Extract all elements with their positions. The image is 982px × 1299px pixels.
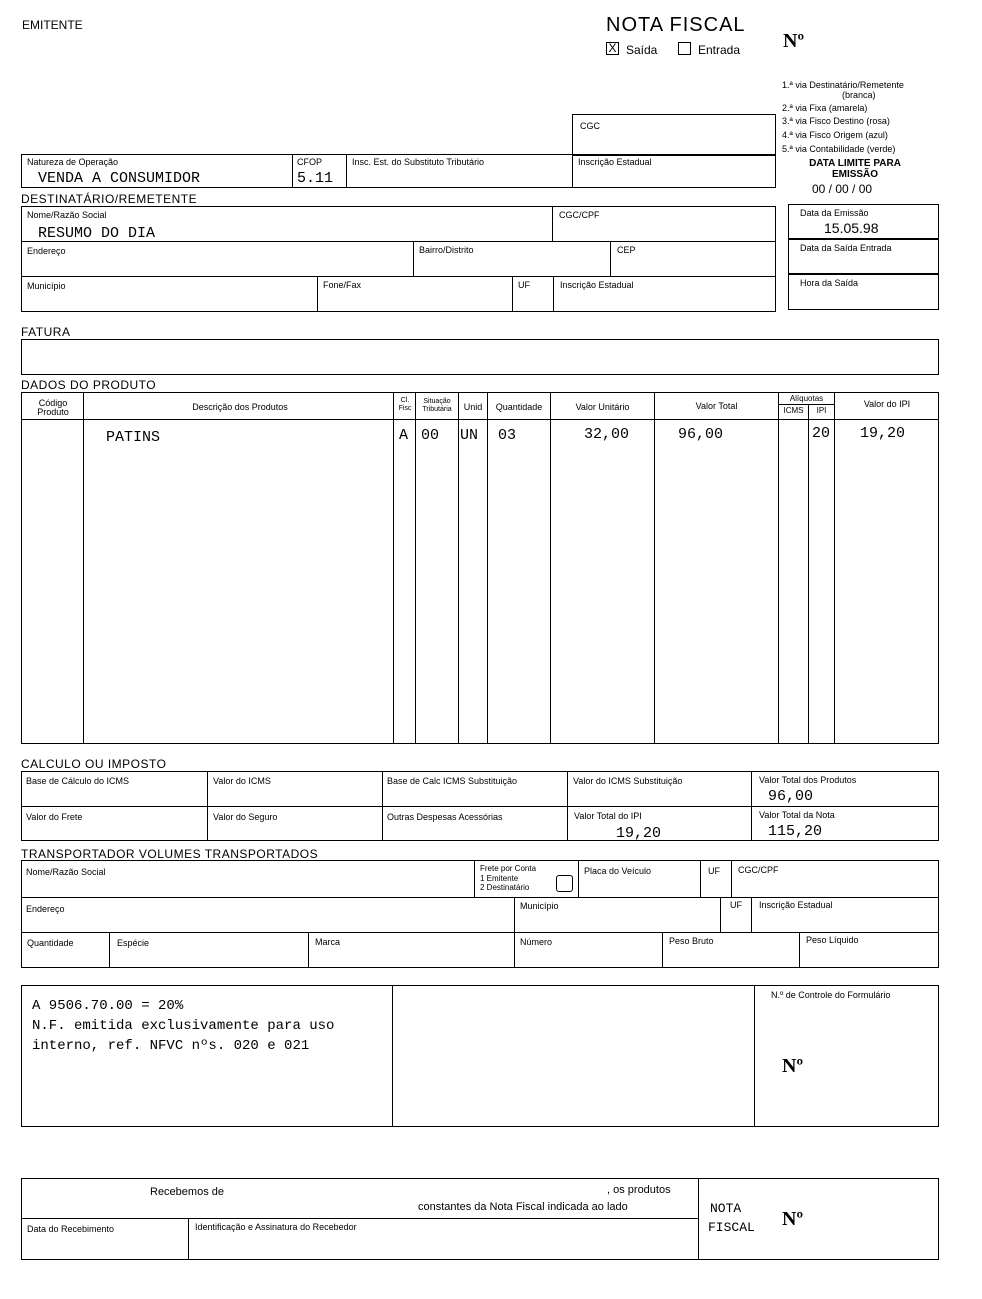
col-valor-total: Valor Total: [695, 401, 738, 411]
total-produtos-value: 96,00: [768, 788, 814, 805]
item-unid: UN: [460, 427, 479, 444]
item-valor-unitario: 32,00: [584, 426, 630, 443]
transp-cgc-label: CGC/CPF: [738, 865, 779, 875]
canhoto-numero: Nº: [782, 1208, 804, 1230]
adicional-line-1: A 9506.70.00 = 20%: [32, 998, 184, 1014]
document-title: NOTA FISCAL: [606, 14, 746, 36]
peso-bruto-label: Peso Bruto: [669, 936, 714, 946]
valor-subst-label: Valor do ICMS Substituição: [573, 776, 683, 786]
marca-label: Marca: [315, 937, 341, 947]
quantidade-label: Quantidade: [27, 938, 74, 948]
canhoto-fiscal-label: FISCAL: [708, 1220, 755, 1235]
cep-label: CEP: [617, 245, 636, 255]
peso-liquido-label: Peso Líquido: [806, 935, 859, 945]
nome-label: Nome/Razão Social: [27, 210, 107, 220]
destinatario-block: [21, 206, 776, 312]
insc-label: Inscrição Estadual: [560, 280, 634, 290]
seguro-label: Valor do Seguro: [213, 812, 278, 822]
frete-conta-label: Frete por Conta: [480, 864, 537, 873]
via-5: 5.ª via Contabilidade (verde): [782, 144, 896, 154]
adicional-line-2: N.F. emitida exclusivamente para uso: [32, 1018, 335, 1034]
transportador-section-title: TRANSPORTADOR VOLUMES TRANSPORTADOS: [21, 847, 319, 861]
cgc-cpf-label: CGC/CPF: [559, 210, 600, 220]
item-cl-fisc: A: [399, 427, 409, 444]
controle-label: N.º de Controle do Formulário: [771, 990, 891, 1000]
produto-section-title: DADOS DO PRODUTO: [21, 378, 157, 392]
item-situacao: 00: [421, 427, 440, 444]
especie-label: Espécie: [117, 938, 150, 948]
col-situacao: Situação Tributária: [422, 398, 452, 413]
transp-uf-label: UF: [708, 866, 720, 876]
via-4: 4.ª via Fisco Origem (azul): [782, 130, 888, 140]
data-limite-label: DATA LIMITE PARA EMISSÃO: [809, 158, 901, 180]
col-codigo: Código Produto: [37, 398, 69, 417]
frete-emitente-label: 1 Emitente: [480, 874, 519, 883]
placa-label: Placa do Veículo: [584, 866, 652, 876]
emitente-label: EMITENTE: [22, 18, 83, 32]
natureza-value: VENDA A CONSUMIDOR: [38, 170, 201, 187]
adicional-line-3: interno, ref. NFVC nºs. 020 e 021: [32, 1038, 310, 1054]
item-aliq-ipi: 20: [812, 425, 831, 442]
identificacao-label: Identificação e Assinatura do Recebedor: [195, 1222, 357, 1232]
data-emissao-label: Data da Emissão: [800, 208, 869, 218]
total-nota-label: Valor Total da Nota: [759, 810, 835, 820]
canhoto-nota-label: NOTA: [710, 1201, 742, 1216]
item-quantidade: 03: [498, 427, 517, 444]
total-nota-value: 115,20: [768, 823, 823, 840]
nome-value: RESUMO DO DIA: [38, 225, 156, 242]
transp-uf2-label: UF: [730, 900, 742, 910]
via-2: 2.ª via Fixa (amarela): [782, 103, 868, 113]
total-ipi-value: 19,20: [616, 825, 662, 842]
entrada-checkbox[interactable]: [678, 42, 691, 55]
frete-destinatario-label: 2 Destinatário: [480, 883, 530, 892]
recebemos-label: Recebemos de: [150, 1186, 224, 1198]
frete-label: Valor do Frete: [26, 812, 83, 822]
base-icms-label: Base de Cálculo do ICMS: [26, 776, 130, 786]
fatura-box: [21, 339, 939, 375]
col-valor-ipi: Valor do IPI: [863, 399, 911, 409]
via-3: 3.ª via Fisco Destino (rosa): [782, 116, 890, 126]
frete-conta-checkbox[interactable]: [556, 875, 573, 892]
saida-check-mark: X: [608, 41, 617, 55]
entrada-label: Entrada: [698, 43, 741, 57]
endereco-label: Endereço: [27, 246, 66, 256]
transp-endereco-label: Endereço: [26, 904, 65, 914]
fatura-section-title: FATURA: [21, 325, 71, 339]
uf-label: UF: [518, 280, 530, 290]
base-subst-label: Base de Calc ICMS Substituição: [387, 776, 518, 786]
col-unid: Unid: [463, 402, 483, 412]
destinatario-section-title: DESTINATÁRIO/REMETENTE: [21, 192, 198, 206]
data-limite-value: 00 / 00 / 00: [812, 182, 873, 196]
via-1: 1.ª via Destinatário/Remetente: [782, 80, 904, 90]
via-1-color: (branca): [842, 90, 876, 100]
col-ipi: IPI: [816, 406, 827, 415]
bairro-label: Bairro/Distrito: [419, 245, 474, 255]
insc-subst-label: Insc. Est. do Substituto Tributário: [352, 157, 485, 167]
constantes-label: constantes da Nota Fiscal indicada ao lado: [418, 1201, 628, 1213]
data-emissao-value: 15.05.98: [824, 220, 879, 236]
saida-label: Saída: [626, 43, 658, 57]
cgc-label: CGC: [580, 121, 600, 131]
insc-estadual-label: Inscrição Estadual: [578, 157, 652, 167]
valor-icms-label: Valor do ICMS: [213, 776, 271, 786]
data-recebimento-label: Data do Recebimento: [27, 1224, 115, 1234]
col-aliquotas: Alíquotas: [789, 394, 824, 403]
cfop-value: 5.11: [297, 170, 334, 187]
data-saida-label: Data da Saída Entrada: [800, 243, 892, 253]
produtos-label: , os produtos: [607, 1184, 671, 1196]
transp-nome-label: Nome/Razão Social: [26, 867, 106, 877]
item-valor-total: 96,00: [678, 426, 724, 443]
col-icms: ICMS: [783, 406, 804, 415]
saida-checkbox[interactable]: [606, 42, 619, 55]
fone-label: Fone/Fax: [323, 280, 362, 290]
transp-municipio-label: Município: [520, 901, 559, 911]
numero-label: Número: [520, 937, 553, 947]
item-descricao: PATINS: [106, 429, 161, 446]
item-valor-ipi: 19,20: [860, 425, 906, 442]
controle-numero: Nº: [782, 1055, 804, 1077]
col-cl-fisc: Cl. Fisc: [398, 397, 412, 412]
natureza-label: Natureza de Operação: [27, 157, 119, 167]
cgc-box: [572, 114, 776, 156]
document-number-label: Nº: [783, 30, 805, 52]
cfop-label: CFOP: [297, 157, 323, 167]
transp-insc-label: Inscrição Estadual: [759, 900, 833, 910]
total-produtos-label: Valor Total dos Produtos: [759, 775, 857, 785]
total-ipi-label: Valor Total do IPI: [574, 811, 642, 821]
outras-label: Outras Despesas Acessórias: [387, 812, 503, 822]
imposto-section-title: CALCULO OU IMPOSTO: [21, 757, 167, 771]
municipio-label: Município: [27, 281, 66, 291]
hora-saida-label: Hora da Saída: [800, 278, 859, 288]
col-valor-unitario: Valor Unitário: [575, 402, 630, 412]
col-quantidade: Quantidade: [495, 402, 543, 412]
col-descricao: Descrição dos Produtos: [192, 402, 288, 412]
